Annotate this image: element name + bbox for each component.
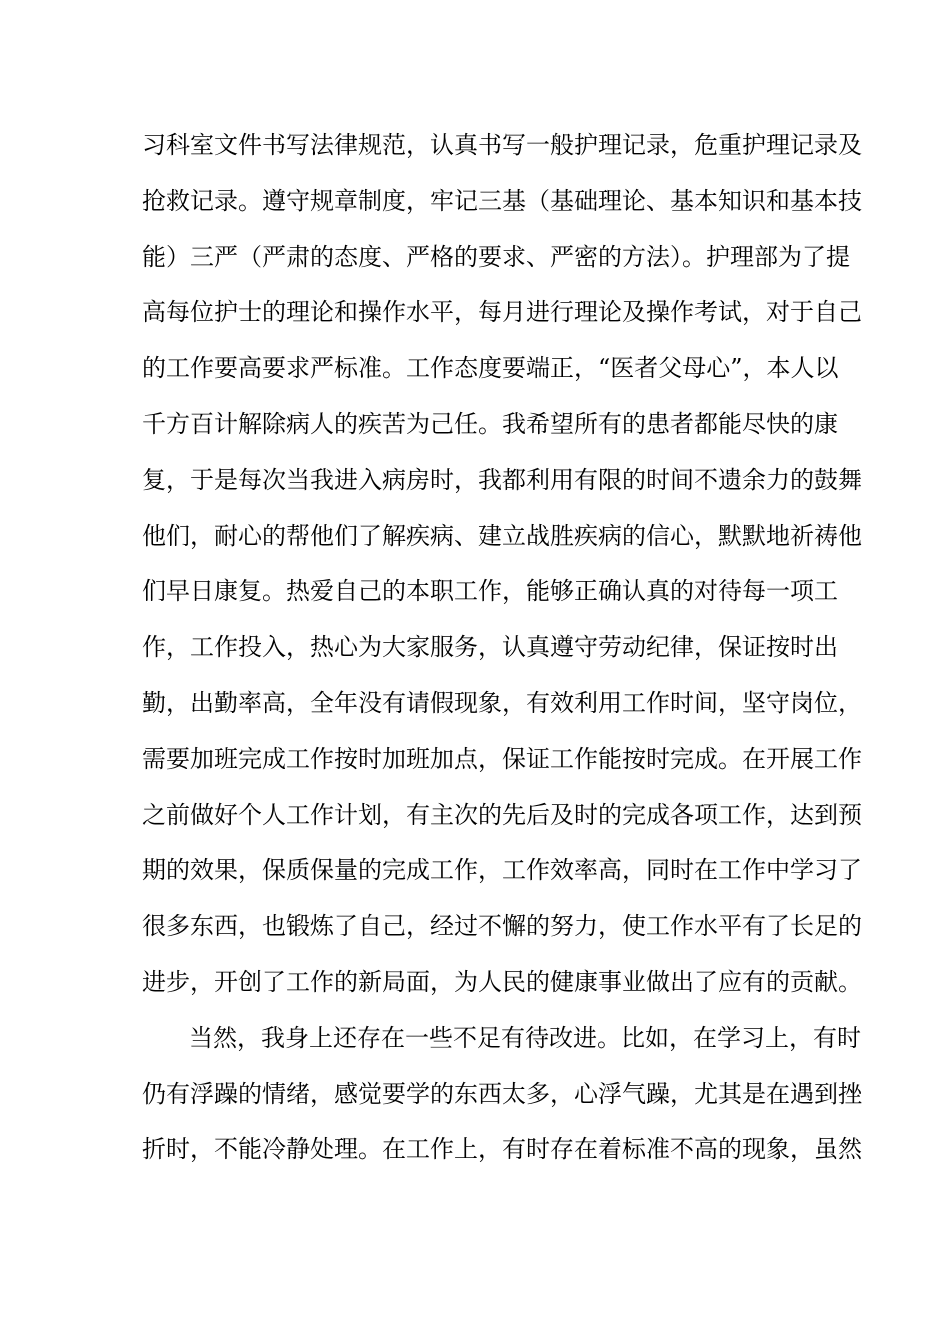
- text-line: 当然，我身上还存在一些不足有待改进。比如，在学习上，有时: [189, 1023, 861, 1052]
- text-line: 的工作要高要求严标准。工作态度要端正，“医者父母心”，本人以: [142, 354, 839, 383]
- text-line: 他们，耐心的帮他们了解疾病、建立战胜疾病的信心，默默地祈祷他: [142, 521, 862, 550]
- text-line: 复，于是每次当我进入病房时，我都利用有限的时间不遗余力的鼓舞: [142, 465, 862, 494]
- text-line: 千方百计解除病人的疾苦为己任。我希望所有的患者都能尽快的康: [142, 409, 838, 438]
- text-line: 期的效果，保质保量的完成工作，工作效率高，同时在工作中学习了: [142, 856, 862, 885]
- text-line: 勤，出勤率高，全年没有请假现象，有效利用工作时间，坚守岗位，: [142, 688, 862, 717]
- paragraph-2: [142, 1011, 862, 1178]
- text-line: 需要加班完成工作按时加班加点，保证工作能按时完成。在开展工作: [142, 744, 862, 773]
- text-line: 作，工作投入，热心为大家服务，认真遵守劳动纪律，保证按时出: [142, 633, 838, 662]
- body-text: [142, 118, 862, 1178]
- text-line: 习科室文件书写法律规范，认真书写一般护理记录，危重护理记录及: [142, 131, 862, 159]
- text-line: 仍有浮躁的情绪，感觉要学的东西太多，心浮气躁，尤其是在遇到挫: [142, 1079, 862, 1108]
- text-line: 折时，不能冷静处理。在工作上，有时存在着标准不高的现象，虽然: [142, 1135, 862, 1164]
- text-line: 能）三严（严肃的态度、严格的要求、严密的方法）。护理部为了提: [142, 242, 850, 271]
- text-line: 们早日康复。热爱自己的本职工作，能够正确认真的对待每一项工: [142, 577, 838, 606]
- text-line: 很多东西，也锻炼了自己，经过不懈的努力，使工作水平有了长足的: [142, 912, 862, 941]
- paragraph-1: [142, 118, 862, 1011]
- text-line: 进步，开创了工作的新局面，为人民的健康事业做出了应有的贡献。: [142, 967, 862, 996]
- text-line: 之前做好个人工作计划，有主次的先后及时的完成各项工作，达到预: [142, 800, 862, 829]
- text-line: 抢救记录。遵守规章制度，牢记三基（基础理论、基本知识和基本技: [142, 186, 862, 215]
- text-line: 高每位护士的理论和操作水平，每月进行理论及操作考试，对于自己: [142, 298, 862, 327]
